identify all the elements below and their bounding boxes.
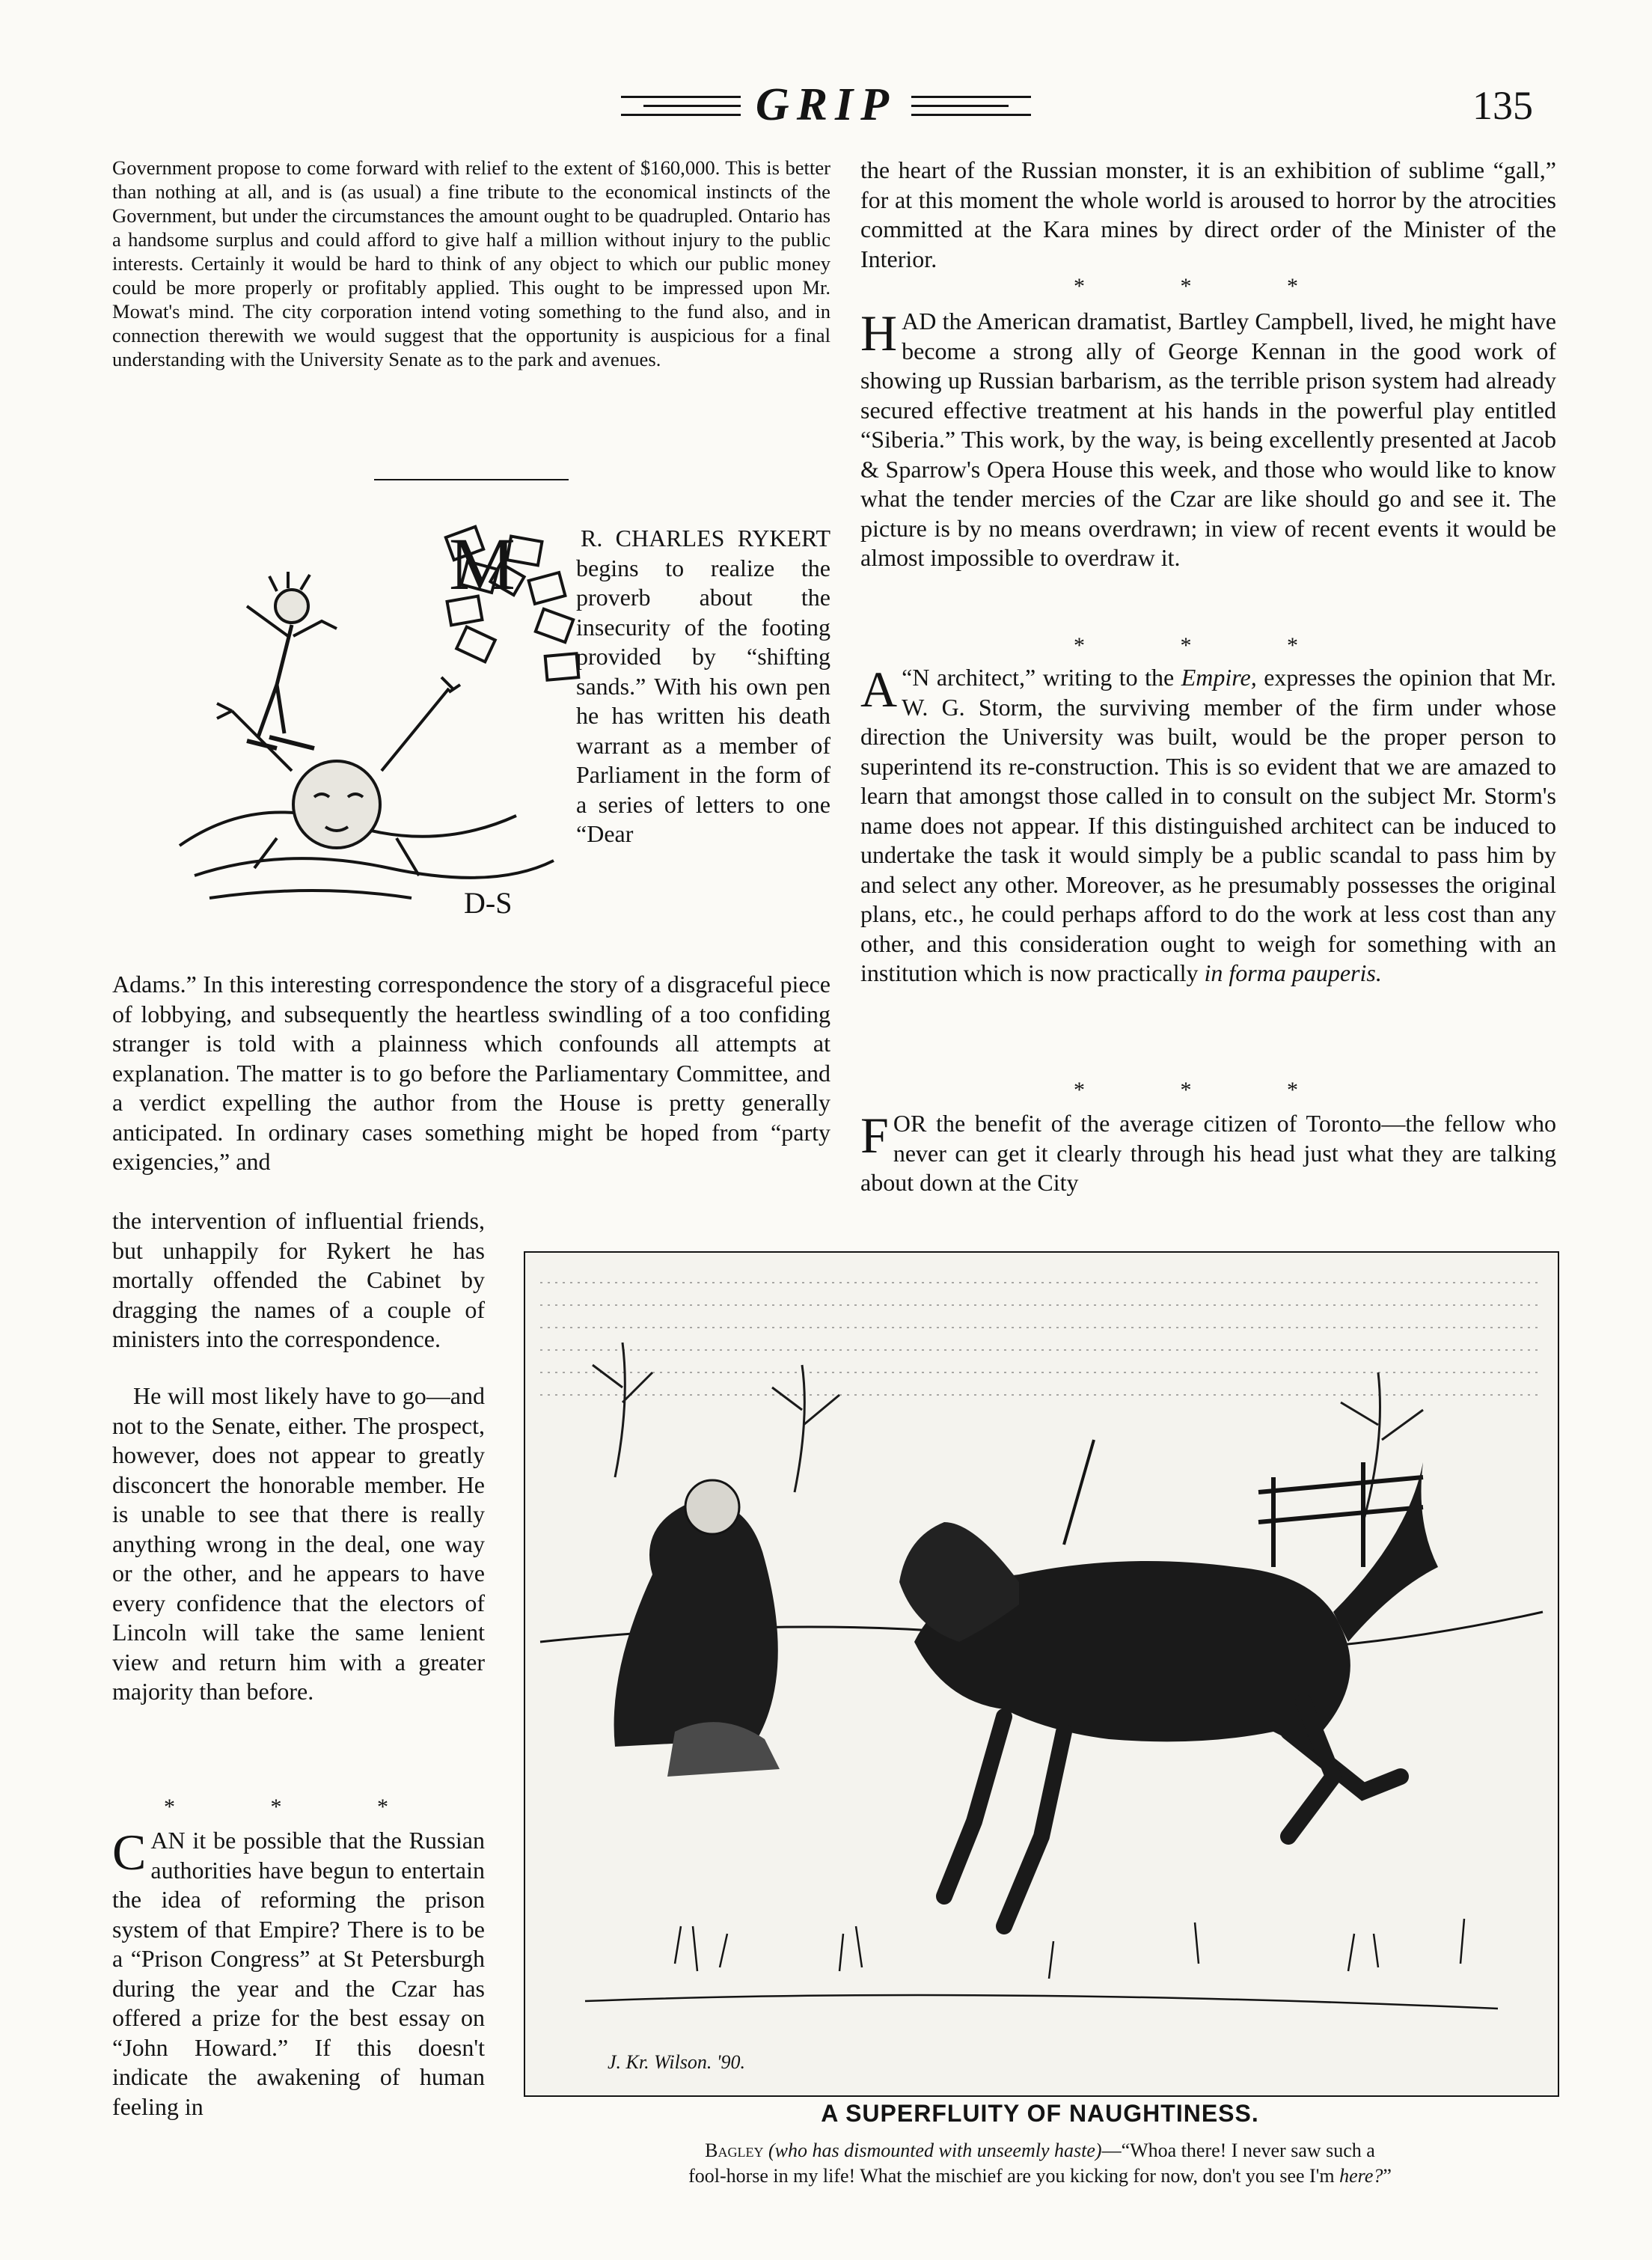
page-number: 135 [1472,83,1533,128]
intro-paragraph: Government propose to come forward with relief to the extent of $160,000. This is better than nothing at all, and is (as usual) a fine tribute to the economical instincts of the Government, but under the circumstances the amount ought to be quadrupled. Ontario has a handsome surplus and could afford to give half a million without injury to the public interests. Certainly it would be hard to think of any object to which our public money could be more properly or profitably applied. This ought to be impressed upon Mr. Mowat's mind. The city corporation intend voting something to the fund also, and in connection therewith we would suggest that the opportunity is auspicious for a final understanding with the University Senate as to the park and avenues. [112,156,830,370]
rykert-letter-m: M [449,522,516,605]
section-divider [374,479,569,480]
rykert-senate: He will most likely have to go—and not to the Senate, either. The prospect, however, does not appear to greatly disconcert the honorable member. He is unable to see that there is really anything wrong in the deal, one way or the other, and he appears to have every confidence that the electors of Lincoln will take the same lenient view and return him with a greater majority than before. [112,1382,485,1705]
toronto-drop-cap: F [860,1107,889,1164]
rykert-beside-cartoon: R. CHARLES RYKERT begins to realize the proverb about the insecurity of the footing provided by “shifting sands.” With his own pen he has written his death warrant as a member of Parliament in the form of a series of letters to one “Dear [576,525,830,847]
russia-paragraph: CAN it be possible that the Russian authorities have begun to entertain the idea of reforming the prison system of that Empire? There is to be a “Prison Congress” at St Petersburgh during the year and the Czar has offered a prize for the best essay on “John Howard.” If this doesn't indicate the awakening of human feeling in [112,1824,485,2120]
cartoon-signature: D-S [464,886,513,920]
section-stars-1: * * * [1074,274,1343,299]
latin-phrase: in forma pauperis. [1204,959,1382,986]
horse-illustration [524,1251,1559,2097]
rykert-cartoon [165,524,584,928]
russia-drop-cap: C [112,1824,147,1881]
campbell-paragraph: HAD the American dramatist, Bartley Campbell, lived, he might have become a strong ally of George Kennan in the good work of showing up Russian barbarism, as the terrible prison system had already secured effective treatment at his hands in the powerful play entitled “Siberia.” This work, by the way, is being excellently presented at Jacob & Sparrow's Opera House this week, and those who would like to know what the tender mercies of the Czar are like should go and see it. The picture is by no means overdrawn; in view of recent events it would be almost impossible to overdraw it. [860,305,1556,571]
architect-paragraph: A “N architect,” writing to the Empire, expresses the opinion that Mr. W. G. Storm, the surviving member of the firm under whose direction the University was built, would be the proper person to superintend its re-construction. This is so evident that we are amazed to learn that amongst those called in to consult on the subject Mr. Storm's name does not appear. If this distinguished architect can be induced to undertake the task it would simply be a public scandal to pass him by and select any other. Moreover, as he presumably possesses the original plans, etc., he could perhaps afford to do the work at less cost than any other, and this consideration ought to weigh for something with an institution which is now practically in forma pauperis. [860,661,1557,986]
caption-line-2: fool-horse in my life! What the mischief are you kicking for now, don't you see I'm here?” [688,2165,1392,2187]
section-stars-2: * * * [1074,633,1343,658]
caption-line-1: Bagley (who has dismounted with unseemly haste)—“Whoa there! I never saw such a [705,2140,1375,2161]
russia-continued: the heart of the Russian monster, it is an exhibition of sublime “gall,” for at this moment the whole world is aroused to horror by the atrocities committed at the Kara mines by direct order of the Minister of the Interior. [860,156,1556,272]
illustration-title: A SUPERFLUITY OF NAUGHTINESS. [821,2100,1259,2127]
rykert-narrow: the intervention of influential friends, but unhappily for Rykert he has mortally offended the Cabinet by dragging the names of a couple of ministers into the correspondence. [112,1207,485,1352]
artist-signature: J. Kr. Wilson. '90. [608,2051,745,2073]
empire-title: Empire, [1181,664,1257,691]
horse-illustration-art [525,1253,1558,2095]
section-stars-3: * * * [1074,1078,1343,1102]
caption-stage-direction: (who has dismounted with unseemly haste) [768,2140,1102,2161]
architect-drop-cap: A [860,661,898,718]
section-stars-left: * * * [164,1795,433,1819]
masthead [0,75,1652,135]
campbell-drop-cap: H [860,305,898,361]
rykert-full-width: Adams.” In this interesting correspondence the story of a disgraceful piece of lobbying, and subsequently the heartless swindling of a too confiding stranger is told with a plainness which confounds all attempts at explanation. The matter is to go before the Parliamentary Committee, and a verdict expelling the author from the House is pretty generally anticipated. In ordinary cases something might be hoped from “party exigencies,” and [112,971,830,1175]
masthead-title: GRIP [755,79,897,130]
toronto-paragraph: FOR the benefit of the average citizen of Toronto—the fellow who never can get it clearly through his head just what they are talking about down at the City [860,1107,1556,1196]
caption-speaker: Bagley [705,2140,764,2161]
